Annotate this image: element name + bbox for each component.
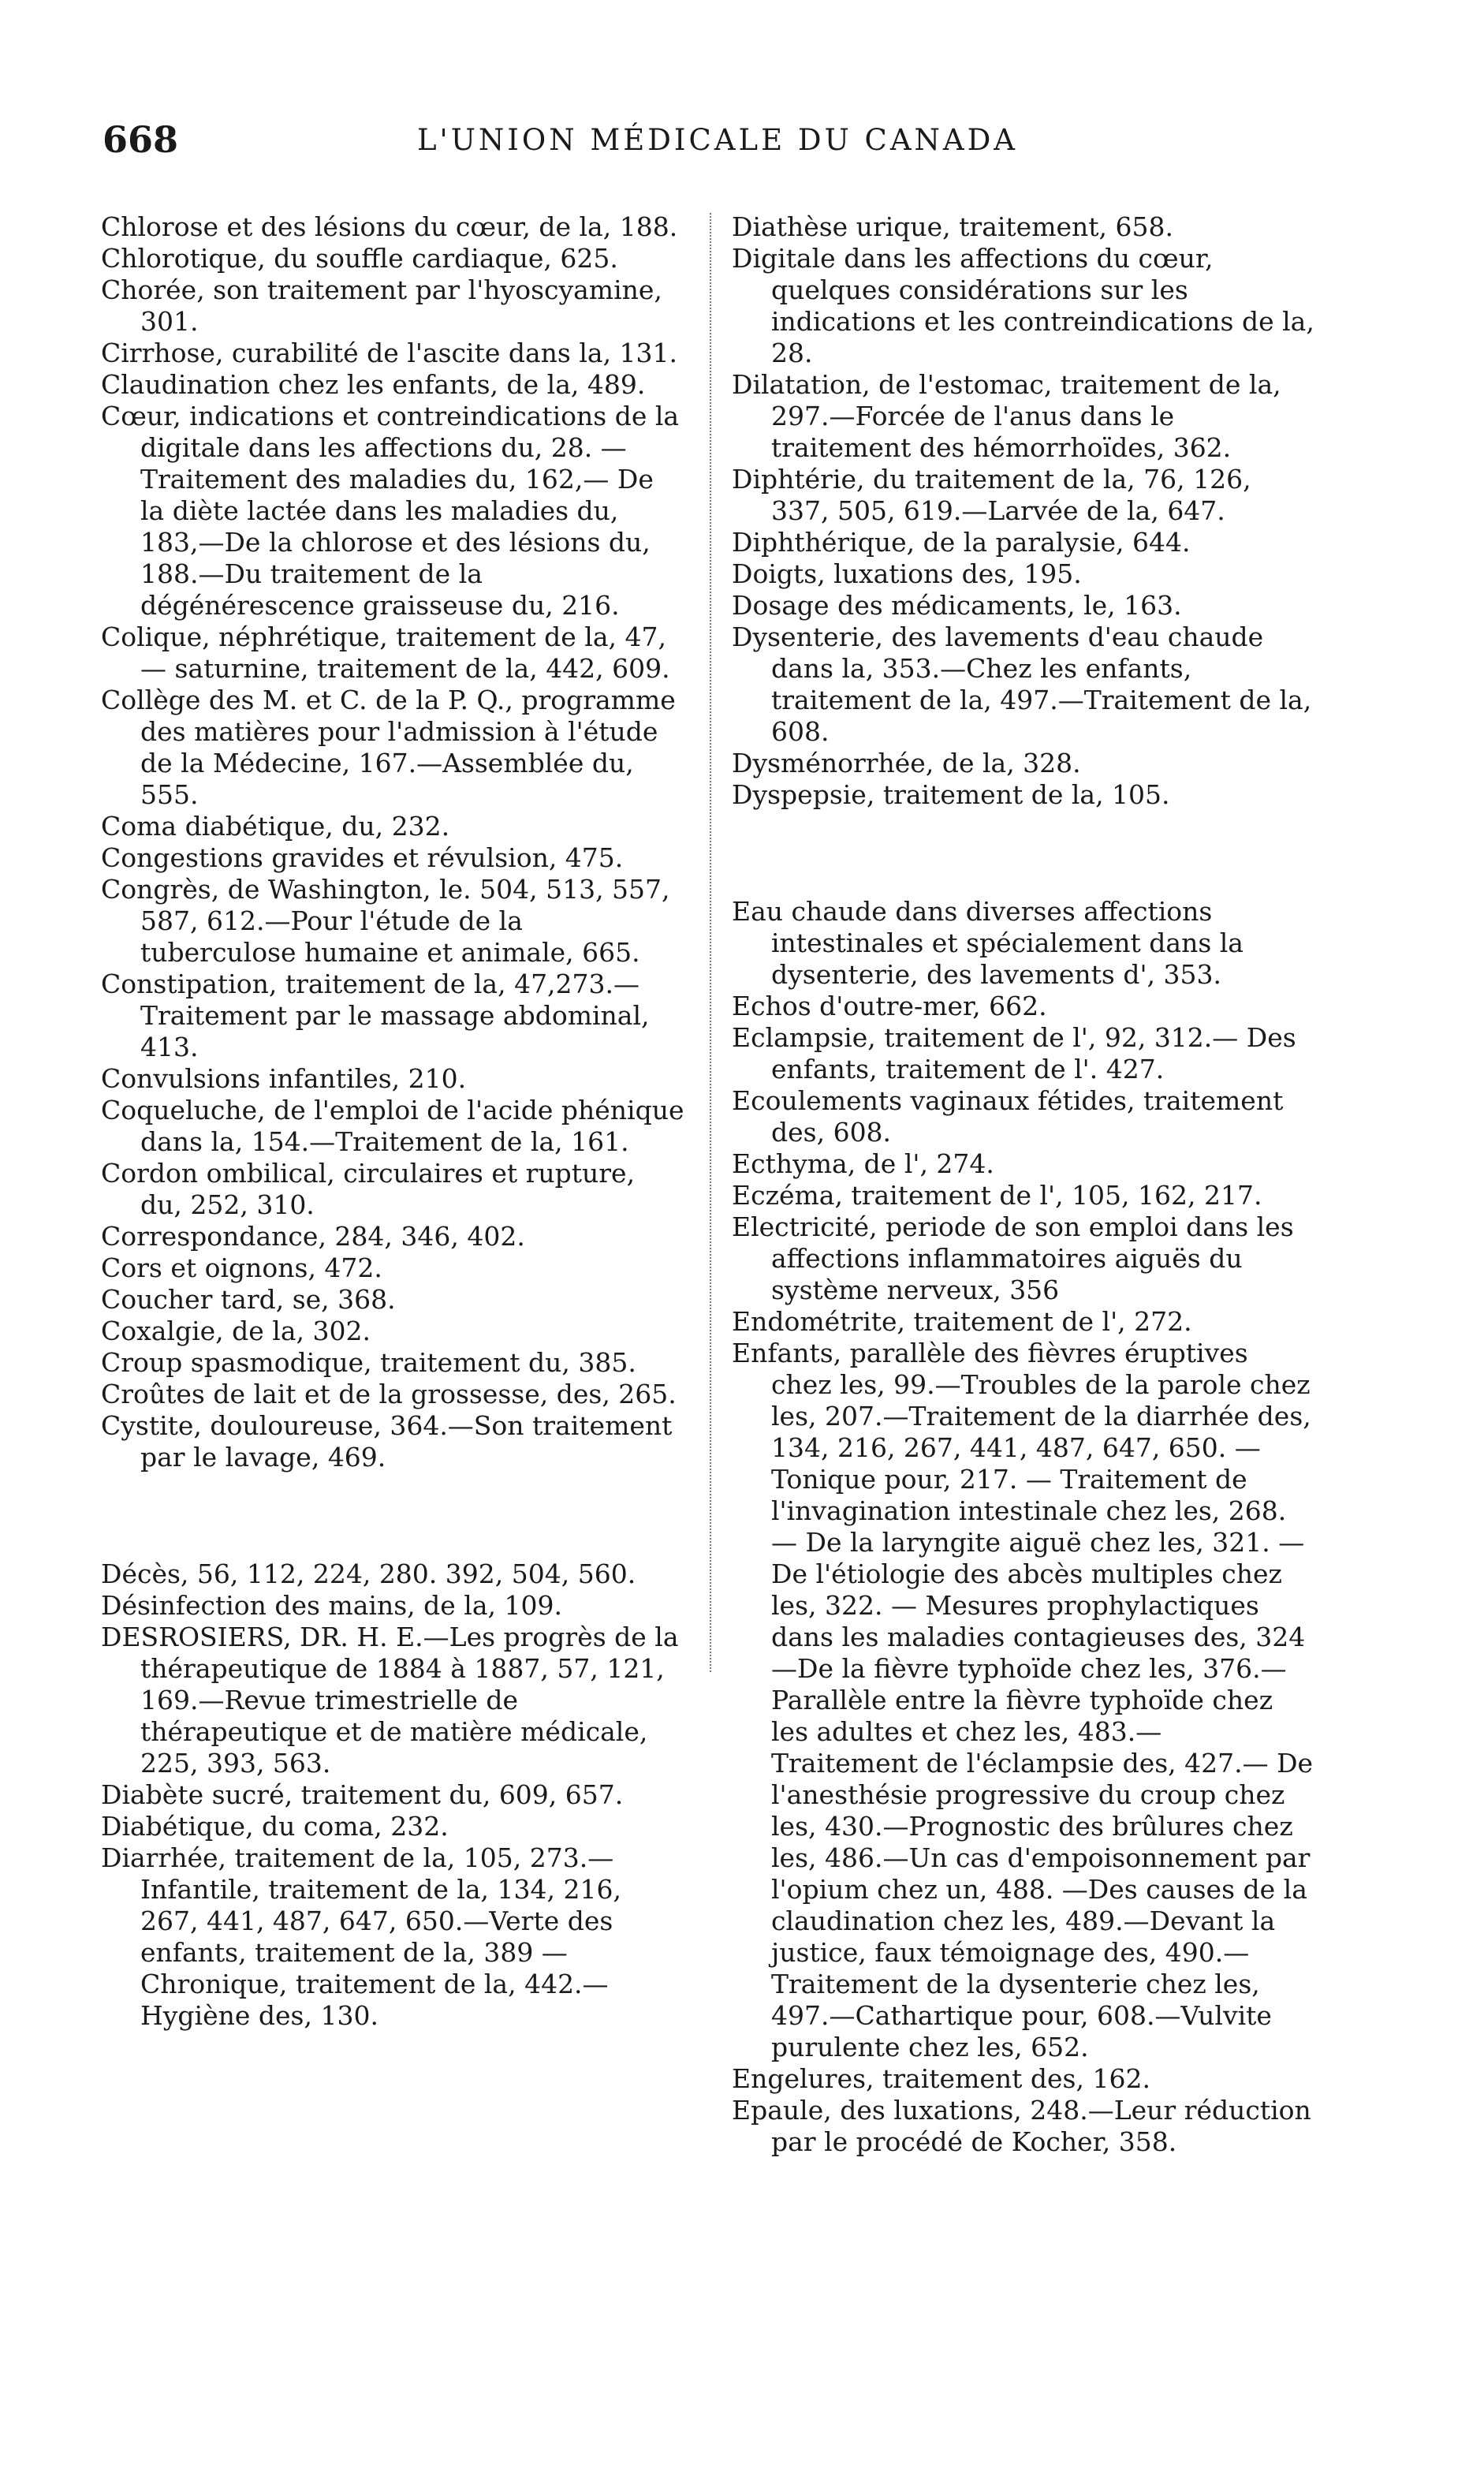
index-entry: Cirrhose, curabilité de l'ascite dans la, 131.	[101, 338, 678, 368]
index-entry: Colique, néphrétique, traitement de la, 47,— saturnine, traitement de la, 442, 609.	[101, 621, 670, 684]
index-entry: Diathèse urique, traitement, 658.	[732, 211, 1174, 242]
index-entry: Dyspepsie, traitement de la, 105.	[732, 779, 1170, 810]
index-entry: Digitale dans les affections du cœur, quelques considérations sur les indications et les contreindications de la, 28.	[732, 243, 1314, 368]
index-entry: Ecoulements vaginaux fétides, traitement des, 608.	[732, 1085, 1284, 1148]
index-entry: Coqueluche, de l'emploi de l'acide phénique dans la, 154.—Traitement de la, 161.	[101, 1095, 684, 1157]
index-entry: Eczéma, traitement de l', 105, 162, 217.	[732, 1180, 1262, 1211]
index-entry: Chlorotique, du souffle cardiaque, 625.	[101, 243, 618, 274]
index-entry: Diphthérique, de la paralysie, 644.	[732, 527, 1191, 558]
section-gap	[101, 1499, 684, 1532]
index-entry: Chlorose et des lésions du cœur, de la, 188.	[101, 211, 678, 242]
running-title: L'UNION MÉDICALE DU CANADA	[416, 123, 1019, 157]
index-entry: Claudination chez les enfants, de la, 489.	[101, 369, 646, 400]
index-entry: Coxalgie, de la, 302.	[101, 1316, 371, 1346]
index-entry: Désinfection des mains, de la, 109.	[101, 1590, 562, 1621]
index-entry: Congrès, de Washington, le. 504, 513, 557, 587, 612.—Pour l'étude de la tuberculose humaine et animale, 665.	[101, 874, 670, 968]
index-entry: Diabète sucré, traitement du, 609, 657.	[101, 1779, 624, 1810]
index-entry: Eclampsie, traitement de l', 92, 312.— Des enfants, traitement de l'. 427.	[732, 1022, 1296, 1084]
index-entry: Cordon ombilical, circulaires et rupture, du, 252, 310.	[101, 1158, 636, 1220]
page-header	[103, 118, 1333, 166]
index-entry: Constipation, traitement de la, 47,273.— Traitement par le massage abdominal, 413.	[101, 969, 650, 1062]
index-entry: Décès, 56, 112, 224, 280. 392, 504, 560.	[101, 1558, 636, 1589]
index-entry: Endométrite, traitement de l', 272.	[732, 1306, 1192, 1337]
index-entry: Coma diabétique, du, 232.	[101, 811, 450, 842]
index-entry: Dysménorrhée, de la, 328.	[732, 748, 1081, 778]
index-entry: Dilatation, de l'estomac, traitement de la, 297.—Forcée de l'anus dans le traitement des hémorrhoïdes, 362.	[732, 369, 1281, 463]
index-entry: Congestions gravides et révulsion, 475.	[101, 842, 624, 873]
index-entry: Correspondance, 284, 346, 402.	[101, 1221, 525, 1252]
index-entry: Dosage des médicaments, le, 163.	[732, 590, 1182, 621]
index-entry: Diabétique, du coma, 232.	[101, 1811, 449, 1842]
index-entry: Dysenterie, des lavements d'eau chaude dans la, 353.—Chez les enfants, traitement de la, 497.—Traitement de la, 608.	[732, 621, 1312, 747]
index-entry: Croûtes de lait et de la grossesse, des, 265.	[101, 1379, 677, 1409]
index-entry: DESROSIERS, DR. H. E.—Les progrès de la thérapeutique de 1884 à 1887, 57, 121, 169.—Revue trimestrielle de thérapeutique et de matière médicale, 225, 393, 563.	[101, 1622, 679, 1779]
index-column-right	[732, 211, 1315, 2158]
index-entry: Ecthyma, de l', 274.	[732, 1148, 994, 1179]
index-entry: Engelures, traitement des, 162.	[732, 2063, 1150, 2094]
index-entry: Cors et oignons, 472.	[101, 1252, 382, 1283]
index-entry: Cystite, douloureuse, 364.—Son traitement par le lavage, 469.	[101, 1410, 673, 1473]
index-entry: Diphtérie, du traitement de la, 76, 126, 337, 505, 619.—Larvée de la, 647.	[732, 464, 1251, 526]
index-entry: Cœur, indications et contreindications de la digitale dans les affections du, 28. — Traitement des maladies du, 162,— De la diète lactée dans les maladies du, 183,—De la chlorose et des lésions du, 188.—Du traitement de la dégénérescence graisseuse du, 216.	[101, 401, 680, 621]
column-divider	[710, 213, 711, 1672]
index-entry: Epaule, des luxations, 248.—Leur réduction par le procédé de Kocher, 358.	[732, 2095, 1311, 2157]
index-entry: Convulsions infantiles, 210.	[101, 1063, 467, 1094]
index-column-left	[101, 211, 684, 2032]
index-entry: Chorée, son traitement par l'hyoscyamine, 301.	[101, 274, 662, 337]
index-entry: Electricité, periode de son emploi dans les affections inflammatoires aiguës du système nerveux, 356	[732, 1211, 1294, 1305]
section-gap	[732, 837, 1315, 870]
index-entry: Croup spasmodique, traitement du, 385.	[101, 1347, 636, 1378]
index-entry: Eau chaude dans diverses affections intestinales et spécialement dans la dysenterie, des lavements d', 353.	[732, 896, 1244, 990]
index-entry: Collège des M. et C. de la P. Q., programme des matières pour l'admission à l'étude de la Médecine, 167.—Assemblée du, 555.	[101, 685, 676, 810]
index-entry: Doigts, luxations des, 195.	[732, 558, 1082, 589]
index-entry: Echos d'outre-mer, 662.	[732, 991, 1047, 1021]
index-entry: Enfants, parallèle des fièvres éruptives chez les, 99.—Troubles de la parole chez les, 207.—Traitement de la diarrhée des, 134, 216, 267, 441, 487, 647, 650. — Tonique pour, 217. — Traitement de l'invagination intestinale chez les, 268. — De la laryngite aiguë chez les, 321. — De l'étiologie des abcès multiples chez les, 322. — Mesures prophylactiques dans les maladies contagieuses des, 324 —De la fièvre typhoïde chez les, 376.—Parallèle entre la fièvre typhoïde chez les adultes et chez les, 483.— Traitement de l'éclampsie des, 427.— De l'anesthésie progressive du croup chez les, 430.—Prognostic des brûlures chez les, 486.—Un cas d'empoisonnement par l'opium chez un, 488. —Des causes de la claudination chez les, 489.—Devant la justice, faux témoignage des, 490.—Traitement de la dysenterie chez les, 497.—Cathartique pour, 608.—Vulvite purulente chez les, 652.	[732, 1338, 1314, 2062]
index-entry: Diarrhée, traitement de la, 105, 273.— Infantile, traitement de la, 134, 216, 267, 441, 487, 647, 650.—Verte des enfants, traitement de la, 389 — Chronique, traitement de la, 442.— Hygiène des, 130.	[101, 1842, 621, 2031]
page-number: 668	[103, 118, 179, 161]
index-entry: Coucher tard, se, 368.	[101, 1284, 396, 1315]
